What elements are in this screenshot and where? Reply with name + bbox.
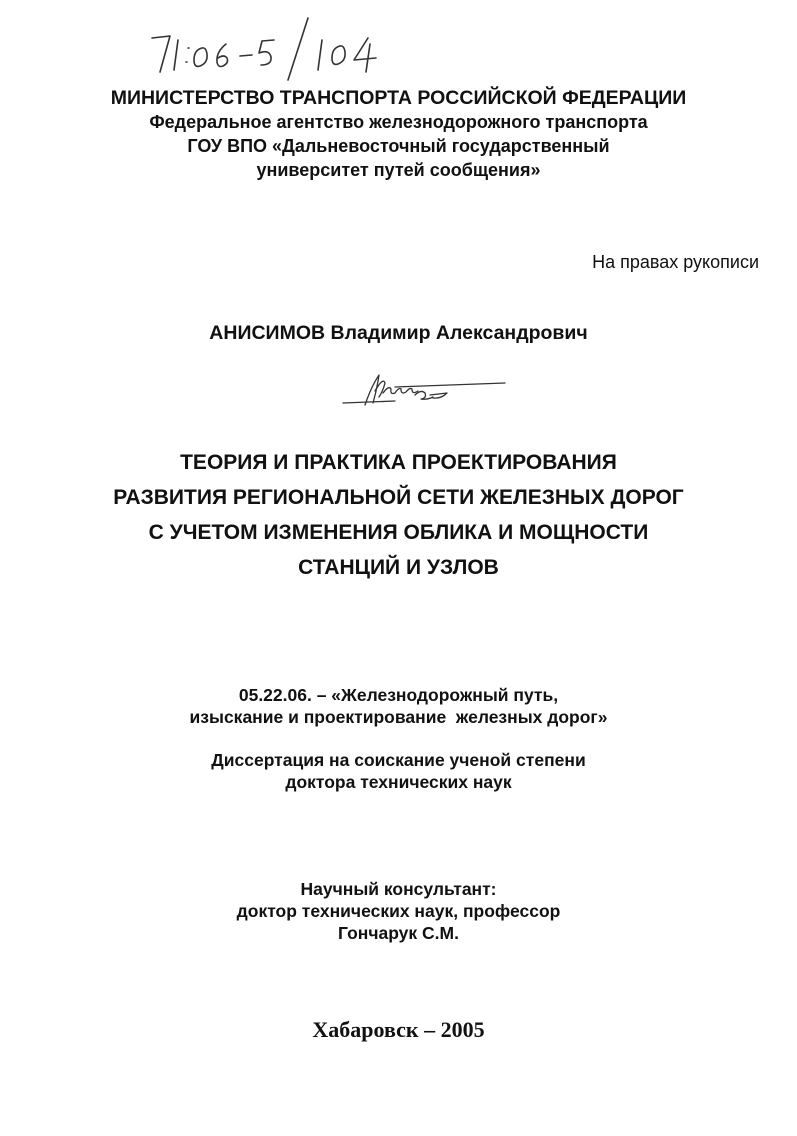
specialty-line-2: изыскание и проектирование железных дорог» [189, 707, 608, 727]
author-given-names: Владимир Александрович [330, 322, 588, 344]
city-year: Хабаровск – 2005 [312, 1017, 485, 1042]
title-line-2: РАЗВИТИЯ РЕГИОНАЛЬНОЙ СЕТИ ЖЕЛЕЗНЫХ ДОРОГ [113, 486, 684, 509]
title-line-4: СТАНЦИЙ И УЗЛОВ [298, 556, 499, 579]
institution-name-line2: университет путей сообщения» [256, 160, 541, 180]
rights-note: На правах рукописи [592, 252, 759, 272]
dissertation-title [0, 445, 797, 585]
author-name [0, 322, 797, 345]
signature [335, 365, 515, 410]
ministry-name: МИНИСТЕРСТВО ТРАНСПОРТА РОССИЙСКОЙ ФЕДЕРАЦИИ [110, 87, 687, 109]
dissertation-degree [0, 749, 797, 793]
institution-header [0, 86, 797, 182]
title-line-1: ТЕОРИЯ И ПРАКТИКА ПРОЕКТИРОВАНИЯ [180, 451, 617, 474]
author-surname: АНИСИМОВ [209, 322, 326, 344]
degree-line-2: доктора технических наук [285, 772, 512, 792]
scientific-consultant [0, 878, 797, 944]
specialty-line-1: 05.22.06. – «Железнодорожный путь, [238, 685, 559, 705]
specialty-code [0, 684, 797, 728]
handwritten-archive-note [140, 10, 400, 85]
institution-name-line1: ГОУ ВПО «Дальневосточный государственный [187, 136, 610, 156]
consultant-label: Научный консультант: [300, 879, 497, 899]
consultant-name: Гончарук С.М. [338, 923, 459, 943]
degree-line-1: Диссертация на соискание ученой степени [211, 750, 586, 770]
title-line-3: С УЧЕТОМ ИЗМЕНЕНИЯ ОБЛИКА И МОЩНОСТИ [148, 521, 649, 544]
consultant-degree: доктор технических наук, профессор [236, 901, 561, 921]
agency-name: Федеральное агентство железнодорожного транспорта [149, 112, 648, 132]
